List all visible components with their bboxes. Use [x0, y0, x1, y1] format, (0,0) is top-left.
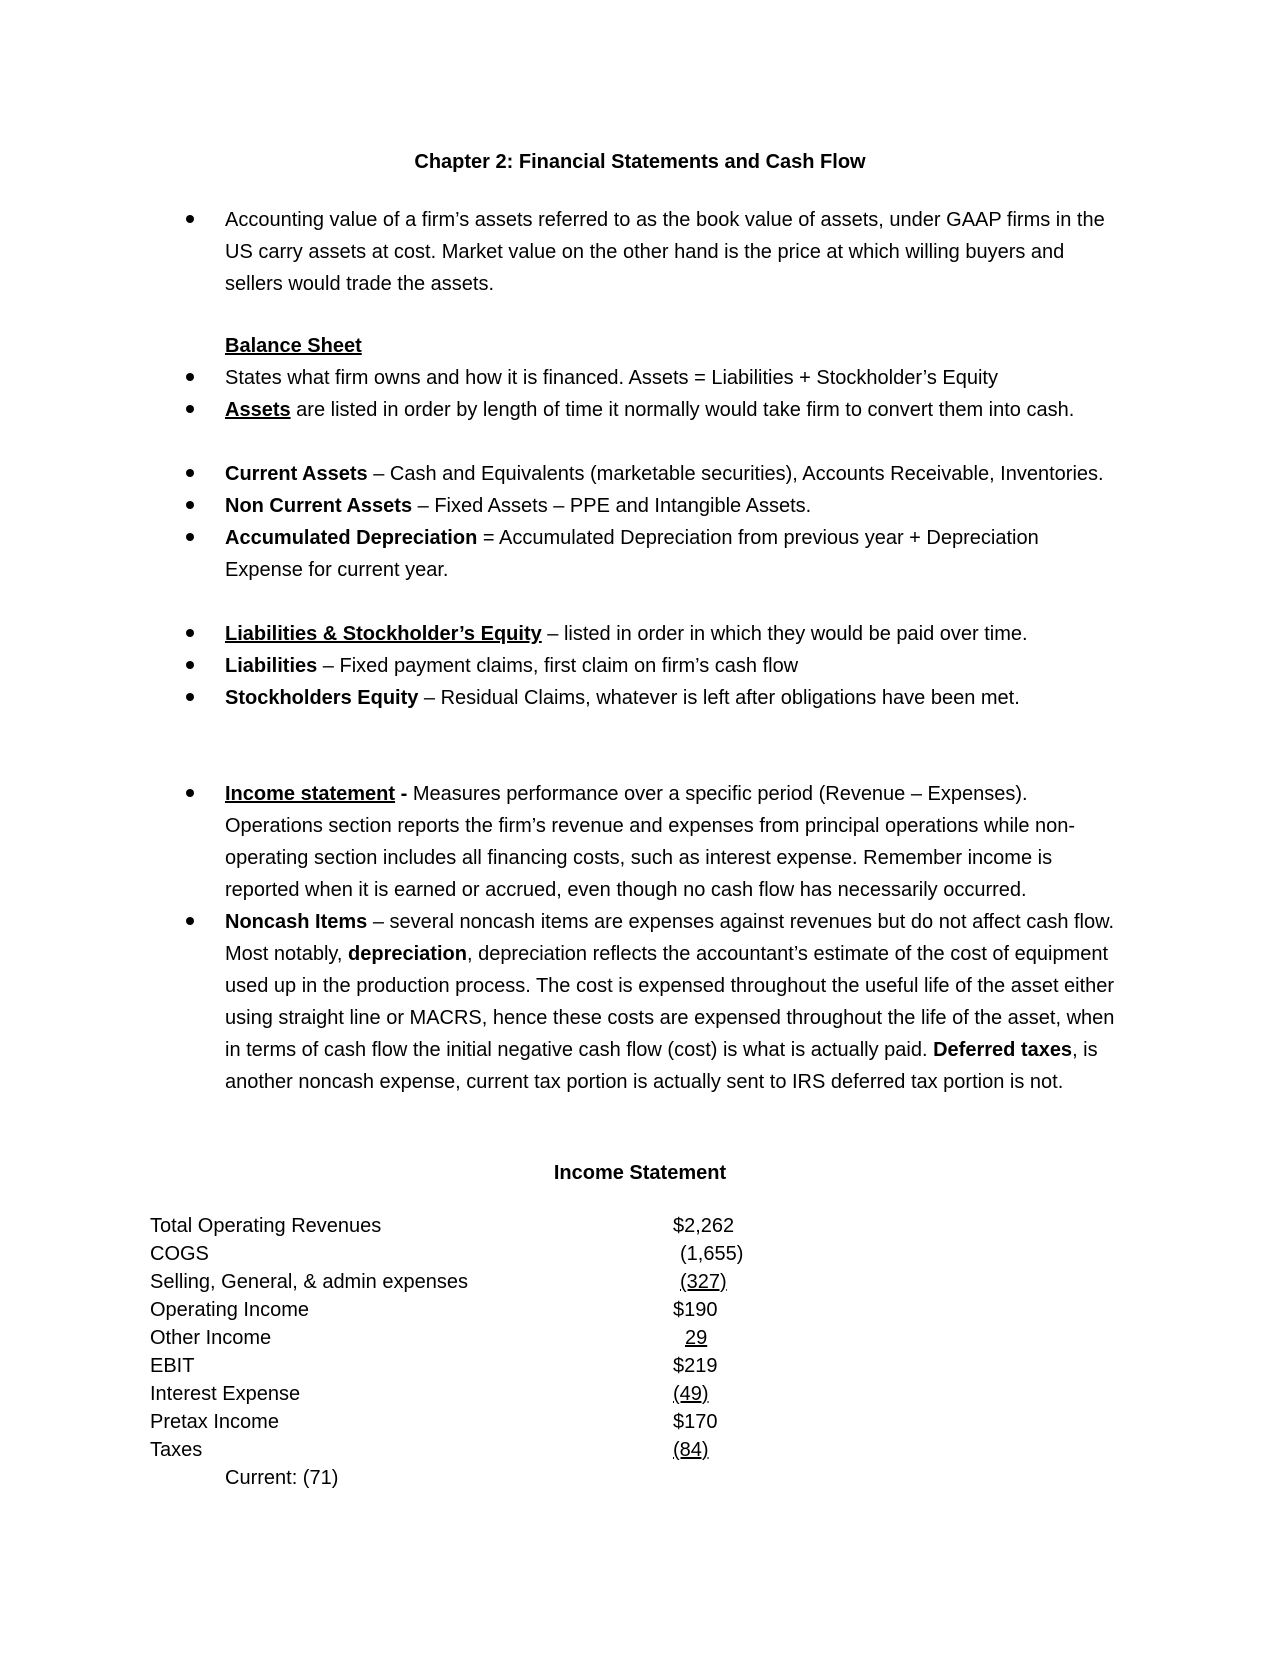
- balance-sheet-item: [225, 394, 1125, 426]
- text: – several noncash items are expenses against revenues but do not affect cash flow. Most notably,: [225, 911, 1115, 965]
- row-label: Taxes: [150, 1439, 203, 1461]
- intro-paragraph: Accounting value of a firm’s assets referred to as the book value of assets, under GAAP firms in the US carry assets at cost. Market value on the other hand is the price at which willing buyers and sellers would trade the assets.: [225, 209, 1105, 295]
- balance-sheet-item: [225, 618, 1125, 650]
- bullet-dot: [186, 661, 194, 669]
- text: , depreciation reflects the accountant’s estimate of the cost of equipment used up in the production process. The cost is expensed throughout the useful life of the asset either using straight line or MACRS, hence these costs are expensed throughout the life of the asset, when in terms of cash flow the initial negative cash flow (cost) is what is actually paid.: [225, 943, 1115, 1061]
- text: – listed in order in which they would be paid over time.: [541, 623, 1028, 645]
- term: depreciation: [348, 943, 467, 965]
- row-value: 29: [685, 1327, 708, 1349]
- row-value: (327): [680, 1271, 727, 1293]
- bullet-dot: [186, 215, 194, 223]
- income-statement-heading: Income Statement: [553, 1162, 727, 1184]
- bullet-dot: [186, 789, 194, 797]
- balance-sheet-item: [225, 458, 1175, 490]
- bullet-dot: [186, 917, 194, 925]
- row-label: COGS: [150, 1243, 209, 1265]
- bullet-dot: [186, 629, 194, 637]
- bullet-dot: [186, 693, 194, 701]
- separator: -: [395, 783, 413, 805]
- row-value: $2,262: [673, 1215, 735, 1237]
- bullet-dot: [186, 501, 194, 509]
- row-value: (84): [673, 1439, 709, 1461]
- term: Liabilities: [225, 655, 318, 677]
- balance-sheet-item: [225, 522, 1085, 586]
- text: Measures performance over a specific period (Revenue – Expenses). Operations section reports the firm’s revenue and expenses from principal operations while non-operating section includes all financing costs, such as interest expense. Remember income is reported when it is earned or accrued, even though no cash flow has necessarily occurred.: [225, 783, 1076, 901]
- term: Stockholders Equity: [225, 687, 419, 709]
- row-value: $170: [673, 1411, 718, 1433]
- row-label: Total Operating Revenues: [150, 1215, 382, 1237]
- income-statement-item: [225, 778, 1125, 906]
- balance-sheet-item: States what firm owns and how it is financed. Assets = Liabilities + Stockholder’s Equity: [225, 367, 998, 389]
- bullet-dot: [186, 533, 194, 541]
- text: = Accumulated Depreciation from previous year + Depreciation Expense for current year.: [225, 527, 1039, 581]
- term: Assets: [225, 399, 291, 421]
- noncash-item: [225, 906, 1125, 1098]
- row-label: Other Income: [150, 1327, 272, 1349]
- balance-sheet-heading: Balance Sheet: [225, 335, 362, 357]
- bullet-dot: [186, 469, 194, 477]
- text: – Fixed Assets – PPE and Intangible Assets.: [412, 495, 812, 517]
- bullet-dot: [186, 405, 194, 413]
- bullet-dot: [186, 373, 194, 381]
- term: Income statement: [225, 783, 396, 805]
- balance-sheet-item: [225, 650, 1125, 682]
- row-label: Pretax Income: [150, 1411, 279, 1433]
- text: – Residual Claims, whatever is left after obligations have been met.: [418, 687, 1020, 709]
- row-label: Interest Expense: [150, 1383, 301, 1405]
- row-label: Selling, General, & admin expenses: [150, 1271, 468, 1293]
- term: Accumulated Depreciation: [225, 527, 478, 549]
- term: Deferred taxes: [933, 1039, 1073, 1061]
- page-title: Chapter 2: Financial Statements and Cash Flow: [414, 151, 866, 173]
- row-label: Operating Income: [150, 1299, 309, 1321]
- term: Non Current Assets: [225, 495, 413, 517]
- text: are listed in order by length of time it normally would take firm to convert them into cash.: [290, 399, 1075, 421]
- term: Liabilities & Stockholder’s Equity: [225, 623, 542, 645]
- row-value: (1,655): [680, 1243, 744, 1265]
- term: Noncash Items: [225, 911, 368, 933]
- current-tax-line: Current: (71): [225, 1467, 339, 1489]
- row-value: $190: [673, 1299, 718, 1321]
- row-value: $219: [673, 1355, 718, 1377]
- term: Current Assets: [225, 463, 368, 485]
- row-value: (49): [673, 1383, 709, 1405]
- text: – Cash and Equivalents (marketable securities), Accounts Receivable, Inventories.: [367, 463, 1104, 485]
- balance-sheet-item: [225, 490, 1125, 522]
- text: , is another noncash expense, current tax portion is actually sent to IRS deferred tax portion is not.: [225, 1039, 1098, 1093]
- row-label: EBIT: [150, 1355, 195, 1377]
- balance-sheet-item: [225, 682, 1125, 714]
- text: – Fixed payment claims, first claim on firm’s cash flow: [317, 655, 799, 677]
